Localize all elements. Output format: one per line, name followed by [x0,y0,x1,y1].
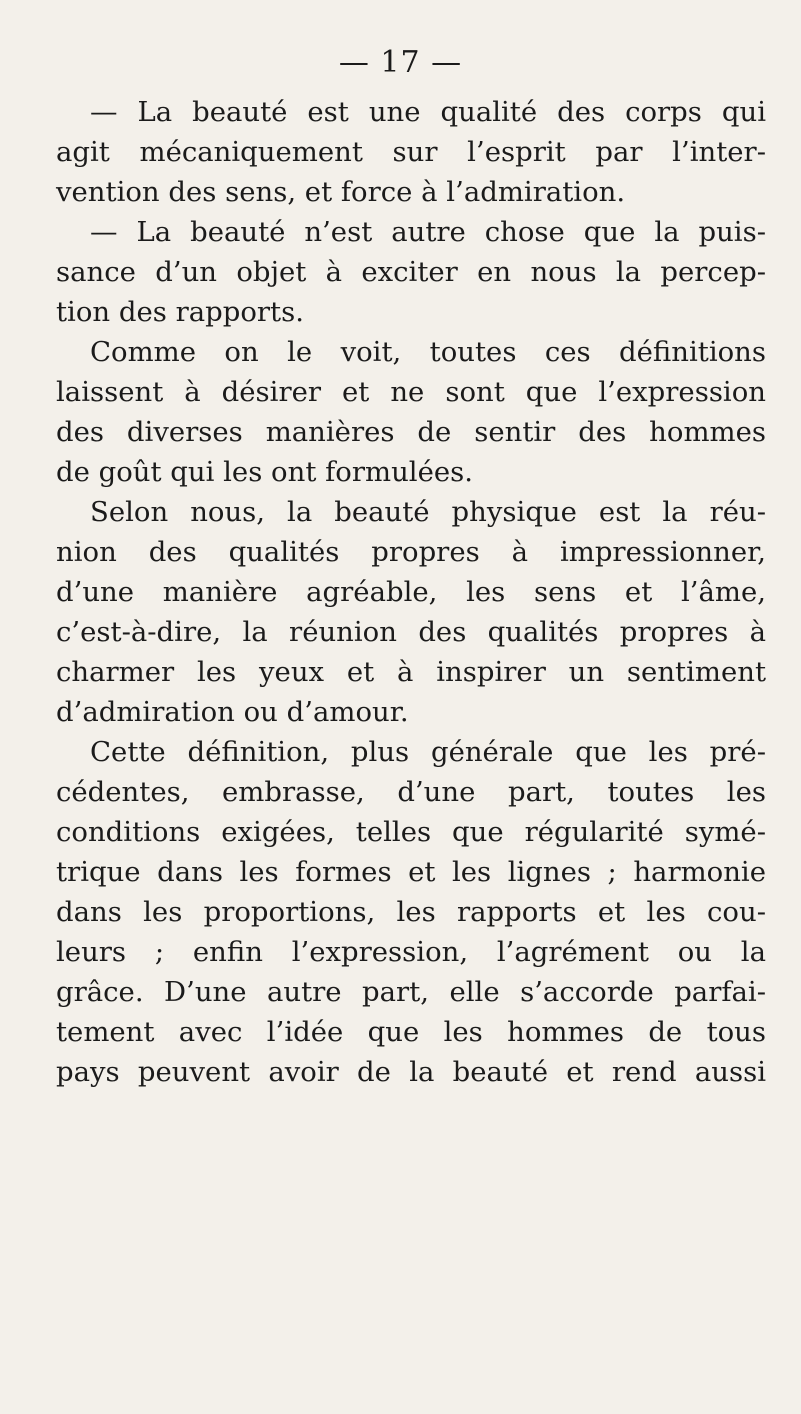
text-line: tion des rapports. [56,296,304,328]
text-line: Selon nous, la beauté physique est la réu- [90,496,766,528]
text-line: — La beauté est une qualité des corps qui [90,96,766,128]
text-line: sance d’un objet à exciter en nous la percep- [56,256,766,288]
text-line: pays peuvent avoir de la beauté et rend aussi [56,1056,766,1088]
text-line: — La beauté n’est autre chose que la puis- [90,216,766,248]
text-line: Cette définition, plus générale que les pré- [90,736,766,768]
text-line: Comme on le voit, toutes ces définitions [90,336,766,368]
text-line: c’est-à-dire, la réunion des qualités propres à [56,616,766,648]
text-line: vention des sens, et force à l’admiration. [56,176,626,208]
text-line: dans les proportions, les rapports et les cou- [56,896,766,928]
text-line: leurs ; enfin l’expression, l’agrément ou la [56,936,766,968]
text-line: laissent à désirer et ne sont que l’expression [56,376,766,408]
text-line: grâce. D’une autre part, elle s’accorde parfai- [56,976,766,1008]
text-line: de goût qui les ont formulées. [56,456,473,488]
text-line: cédentes, embrasse, d’une part, toutes les [56,776,766,808]
text-line: agit mécaniquement sur l’esprit par l’inter- [56,136,766,168]
text-line: nion des qualités propres à impressionner, [56,536,766,568]
text-line: charmer les yeux et à inspirer un sentiment [56,656,766,688]
text-line: trique dans les formes et les lignes ; harmonie [56,856,766,888]
page-number: — 17 — [338,45,463,80]
text-line: des diverses manières de sentir des hommes [56,416,766,448]
text-line: conditions exigées, telles que régularité symé- [56,816,766,848]
text-line: tement avec l’idée que les hommes de tous [56,1016,766,1048]
text-line: d’admiration ou d’amour. [56,696,409,728]
text-line: d’une manière agréable, les sens et l’âme, [56,576,766,608]
